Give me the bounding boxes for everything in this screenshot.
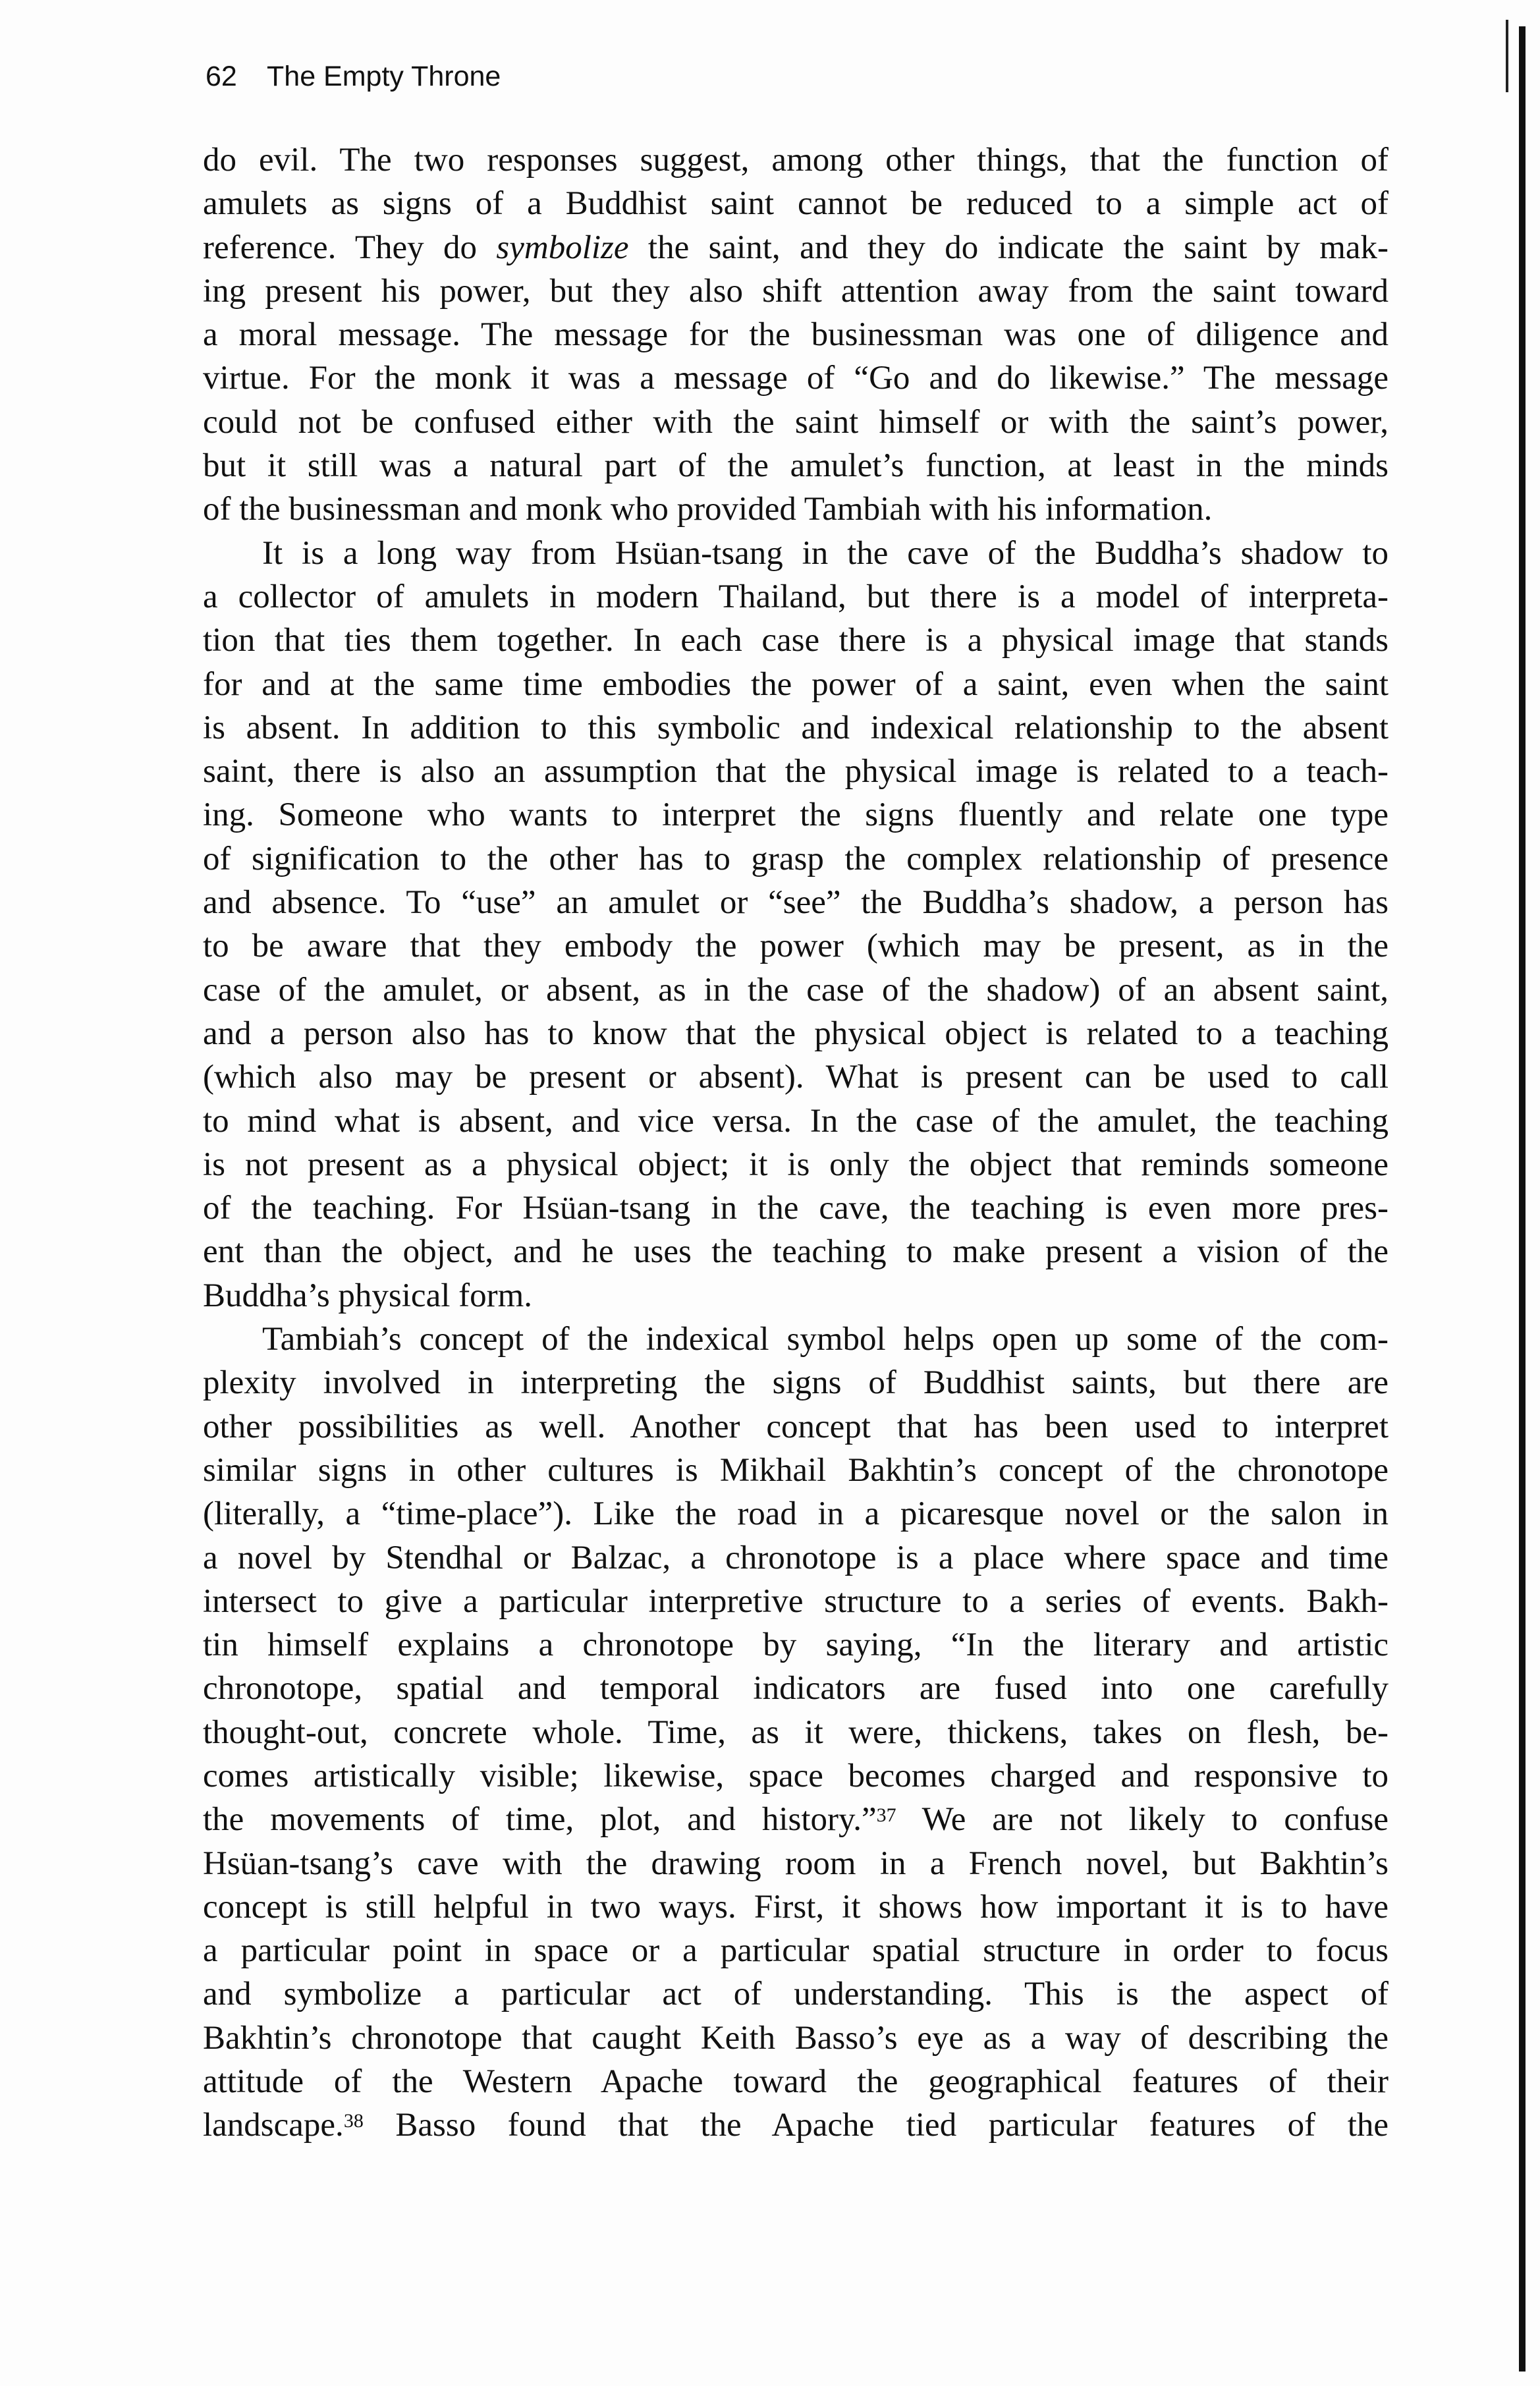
text-line: to be aware that they embody the power (which may be present, as in the	[203, 928, 1389, 965]
text-line: do evil. The two responses suggest, among other things, that the function of	[203, 142, 1389, 179]
text-line: tion that ties them together. In each case there is a physical image that stands	[203, 622, 1389, 659]
text-line: tin himself explains a chronotope by saying, “In the literary and artistic	[203, 1626, 1389, 1664]
text-line: a moral message. The message for the businessman was one of diligence and	[203, 316, 1389, 354]
text-line: (literally, a “time-place”). Like the road in a picaresque novel or the salon in	[203, 1495, 1389, 1533]
text-line: attitude of the Western Apache toward the geographical features of their	[203, 2063, 1389, 2101]
text-line: thought-out, concrete whole. Time, as it were, thickens, takes on flesh, be-	[203, 1713, 1389, 1751]
text-segment: landscape.	[203, 2107, 344, 2144]
text-line: Bakhtin’s chronotope that caught Keith Basso’s eye as a way of describing the	[203, 2019, 1389, 2057]
text-segment: the movements of time, plot, and history.”	[203, 1801, 877, 1839]
body-text	[203, 138, 1389, 2148]
text-line: virtue. For the monk it was a message of “Go and do likewise.” The message	[203, 360, 1389, 397]
text-line: but it still was a natural part of the amulet’s function, at least in the minds	[203, 447, 1389, 485]
text-line: is absent. In addition to this symbolic and indexical relationship to the absent	[203, 709, 1389, 746]
text-line: to mind what is absent, and vice versa. In the case of the amulet, the teaching	[203, 1102, 1389, 1140]
text-line: ing. Someone who wants to interpret the signs fluently and relate one type	[203, 796, 1389, 834]
text-segment: We are not likely to confuse	[896, 1801, 1389, 1839]
book-title: The Empty Throne	[267, 61, 501, 92]
italic-term: symbolize	[496, 229, 629, 266]
footnote-ref-37[interactable]: 37	[876, 1804, 896, 1827]
footnote-ref-38[interactable]: 38	[343, 2110, 364, 2132]
text-line: plexity involved in interpreting the signs of Buddhist saints, but there are	[203, 1364, 1389, 1402]
text-line: ing present his power, but they also shift attention away from the saint toward	[203, 272, 1389, 310]
text-line: is not present as a physical object; it is only the object that reminds someone	[203, 1146, 1389, 1183]
text-line: Hsüan-tsang’s cave with the drawing room in a French novel, but Bakhtin’s	[203, 1845, 1389, 1882]
text-line: Buddha’s physical form.	[203, 1277, 533, 1314]
text-line: and absence. To “use” an amulet or “see” the Buddha’s shadow, a person has	[203, 884, 1389, 922]
text-line: similar signs in other cultures is Mikhail Bakhtin’s concept of the chronotope	[203, 1451, 1389, 1489]
text-line: and a person also has to know that the physical object is related to a teaching	[203, 1014, 1389, 1052]
text-line: case of the amulet, or absent, as in the case of the shadow) of an absent saint,	[203, 971, 1389, 1009]
page-binding-edge	[1519, 26, 1526, 2372]
page-number: 62	[206, 61, 237, 92]
text-line: other possibilities as well. Another concept that has been used to interpret	[203, 1408, 1389, 1445]
text-line-with-footnote	[203, 2103, 1389, 2147]
text-line: comes artistically visible; likewise, space becomes charged and responsive to	[203, 1757, 1389, 1794]
paragraph-start-line: Tambiah’s concept of the indexical symbol helps open up some of the com-	[262, 1321, 1389, 1358]
text-line: of signification to the other has to grasp the complex relationship of presence	[203, 840, 1389, 877]
text-line: reference. They do symbolize the saint, and they do indicate the saint by mak-	[203, 229, 1389, 266]
text-line: concept is still helpful in two ways. First, it shows how important it is to have	[203, 1888, 1389, 1926]
text-line: a collector of amulets in modern Thailand, but there is a model of interpreta-	[203, 578, 1389, 615]
text-line: a novel by Stendhal or Balzac, a chronotope is a place where space and time	[203, 1539, 1389, 1576]
text-line: ent than the object, and he uses the teaching to make present a vision of the	[203, 1233, 1389, 1271]
text-line: chronotope, spatial and temporal indicators are fused into one carefully	[203, 1670, 1389, 1707]
text-line: and symbolize a particular act of understanding. This is the aspect of	[203, 1976, 1389, 2013]
text-line: saint, there is also an assumption that the physical image is related to a teach-	[203, 753, 1389, 791]
text-line-with-footnote	[203, 1798, 1389, 1841]
text-line: could not be confused either with the saint himself or with the saint’s power,	[203, 403, 1389, 441]
text-line: of the teaching. For Hsüan-tsang in the cave, the teaching is even more pres-	[203, 1190, 1389, 1227]
paragraph-start-line: It is a long way from Hsüan-tsang in the cave of the Buddha’s shadow to	[262, 534, 1389, 572]
running-head	[206, 61, 501, 93]
text-segment: Basso found that the Apache tied particular features of the	[363, 2107, 1389, 2144]
text-line: (which also may be present or absent). What is present can be used to call	[203, 1059, 1389, 1096]
text-line: intersect to give a particular interpretive structure to a series of events. Bakh-	[203, 1582, 1389, 1620]
text-line: amulets as signs of a Buddhist saint cannot be reduced to a simple act of	[203, 185, 1389, 223]
page-binding-mark	[1506, 20, 1508, 92]
text-line: a particular point in space or a particular spatial structure in order to focus	[203, 1932, 1389, 1970]
text-line: for and at the same time embodies the power of a saint, even when the saint	[203, 665, 1389, 703]
text-line: of the businessman and monk who provided Tambiah with his information.	[203, 491, 1213, 528]
